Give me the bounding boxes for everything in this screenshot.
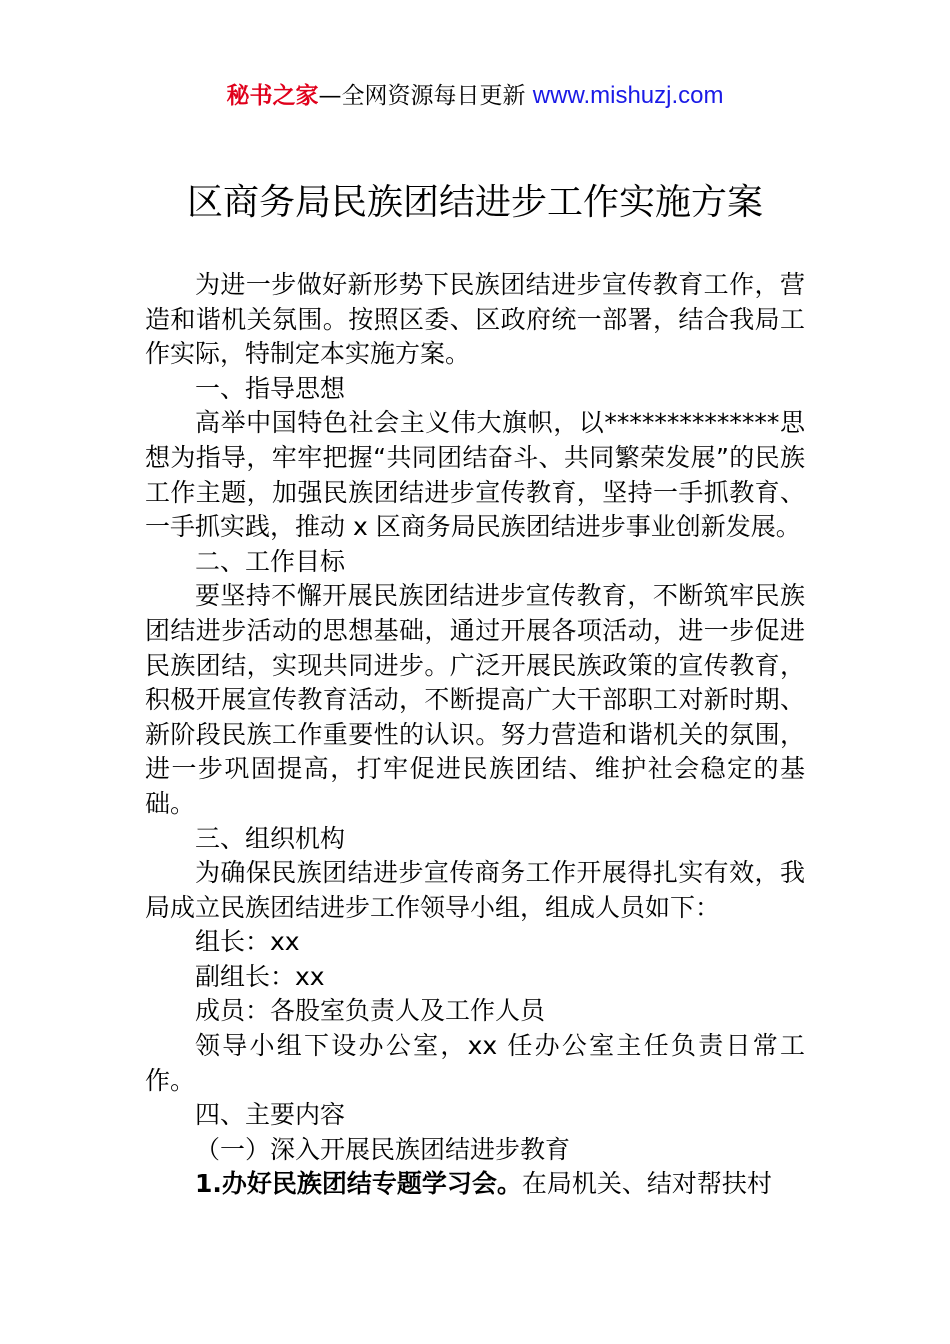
- site-banner: [0, 78, 950, 114]
- team-leader-line: 组长：xx: [195, 927, 300, 957]
- section-heading-organization: 三、组织机构: [195, 823, 346, 853]
- organization-paragraph: 为确保民族团结进步宣传商务工作开展得扎实有效，我局成立民族团结进步工作领导小组，组成人员如下：: [145, 858, 805, 922]
- section-heading-work-goals: 二、工作目标: [195, 546, 346, 576]
- subsection-heading-education: （一）深入开展民族团结进步教育: [195, 1134, 571, 1164]
- section-heading-main-content: 四、主要内容: [195, 1100, 346, 1130]
- site-tagline: —全网资源每日更新: [318, 83, 533, 109]
- site-url[interactable]: www.mishuzj.com: [532, 82, 724, 109]
- office-line: 领导小组下设办公室，xx 任办公室主任负责日常工作。: [145, 1031, 805, 1095]
- study-meeting-text: 在局机关、结对帮扶村: [521, 1169, 772, 1199]
- study-meeting-heading: 1.办好民族团结专题学习会。: [195, 1169, 522, 1199]
- site-brand: 秘书之家: [226, 83, 319, 109]
- guiding-ideology-paragraph: 高举中国特色社会主义伟大旗帜，以**************思想为指导，牢牢把握“共同团结奋斗、共同繁荣发展”的民族工作主题，加强民族团结进步宣传教育，坚持一手抓教育、一手抓实践，推动 x 区商务局民族团结进步事业创新发展。: [145, 408, 805, 542]
- document-body: [145, 268, 805, 1202]
- deputy-leader-line: 副组长：xx: [195, 961, 325, 991]
- members-line: 成员：各股室负责人及工作人员: [195, 996, 546, 1026]
- section-heading-guiding-ideology: 一、指导思想: [195, 373, 346, 403]
- work-goals-paragraph: 要坚持不懈开展民族团结进步宣传教育，不断筑牢民族团结进步活动的思想基础，通过开展各项活动，进一步促进民族团结，实现共同进步。广泛开展民族政策的宣传教育，积极开展宣传教育活动，不断提高广大干部职工对新时期、新阶段民族工作重要性的认识。努力营造和谐机关的氛围，进一步巩固提高，打牢促进民族团结、维护社会稳定的基础。: [145, 581, 805, 818]
- intro-paragraph: 为进一步做好新形势下民族团结进步宣传教育工作，营造和谐机关氛围。按照区委、区政府统一部署，结合我局工作实际，特制定本实施方案。: [145, 270, 805, 369]
- study-meeting-paragraph: [145, 1167, 805, 1202]
- document-title: 区商务局民族团结进步工作实施方案: [186, 182, 763, 223]
